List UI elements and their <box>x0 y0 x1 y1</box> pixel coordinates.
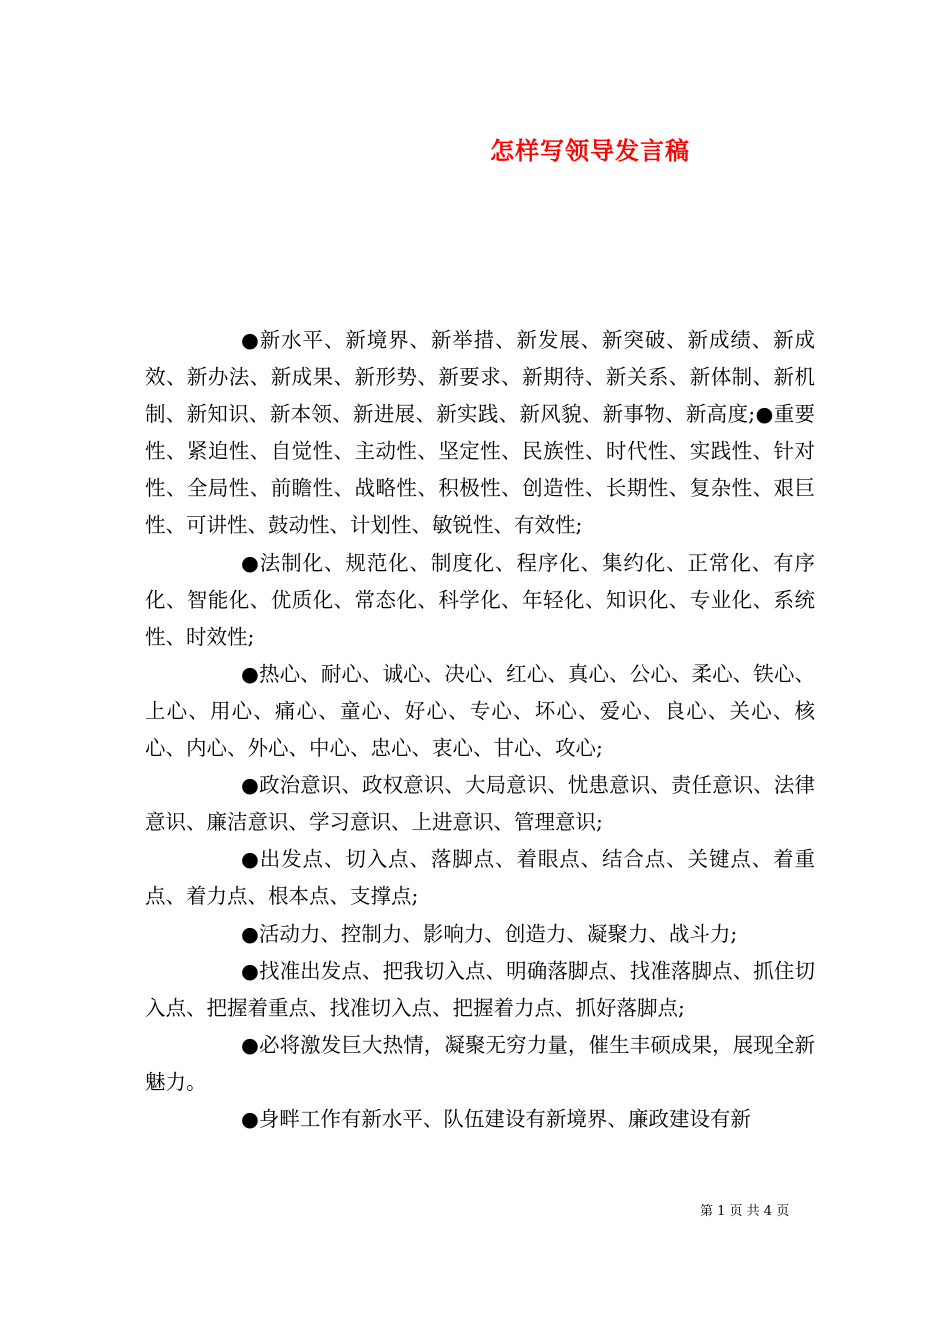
paragraph-6: ●活动力、控制力、影响力、创造力、凝聚力、战斗力; <box>241 921 738 946</box>
paragraph-4: ●政治意识、政权意识、大局意识、忧患意识、责任意识、法律意识、廉洁意识、学习意识、上进意识、管理意识; <box>145 773 815 835</box>
paragraph-3: ●热心、耐心、诚心、决心、红心、真心、公心、柔心、铁心、上心、用心、痛心、童心、好心、专心、坏心、爱心、良心、关心、核心、内心、外心、中心、忠心、衷心、甘心、攻心; <box>145 661 815 761</box>
paragraph-5: ●出发点、切入点、落脚点、着眼点、结合点、关键点、着重点、着力点、根本点、支撑点; <box>145 847 815 909</box>
document-title: 怎样写领导发言稿 <box>490 136 690 165</box>
document-body <box>145 322 815 1138</box>
paragraph-7: ●找准出发点、把我切入点、明确落脚点、找准落脚点、抓住切入点、把握着重点、找准切入点、把握着力点、抓好落脚点; <box>145 958 815 1020</box>
paragraph-2: ●法制化、规范化、制度化、程序化、集约化、正常化、有序化、智能化、优质化、常态化、科学化、年轻化、知识化、专业化、系统性、时效性; <box>145 550 815 649</box>
paragraph-1: ●新水平、新境界、新举措、新发展、新突破、新成绩、新成效、新办法、新成果、新形势、新要求、新期待、新关系、新体制、新机制、新知识、新本领、新进展、新实践、新风貌、新事物、新高度;●重要性、紧迫性、自觉性、主动性、坚定性、民族性、时代性、实践性、针对性、全局性、前瞻性、战略性、积极性、创造性、长期性、复杂性、艰巨性、可讲性、鼓动性、计划性、敏锐性、有效性; <box>145 328 815 538</box>
paragraph-8: ●必将激发巨大热情，凝聚无穷力量，催生丰硕成果，展现全新魅力。 <box>145 1032 815 1094</box>
page-number-footer: 第 1 页 共 4 页 <box>700 1204 790 1219</box>
paragraph-9: ●身畔工作有新水平、队伍建设有新境界、廉政建设有新 <box>241 1106 751 1131</box>
